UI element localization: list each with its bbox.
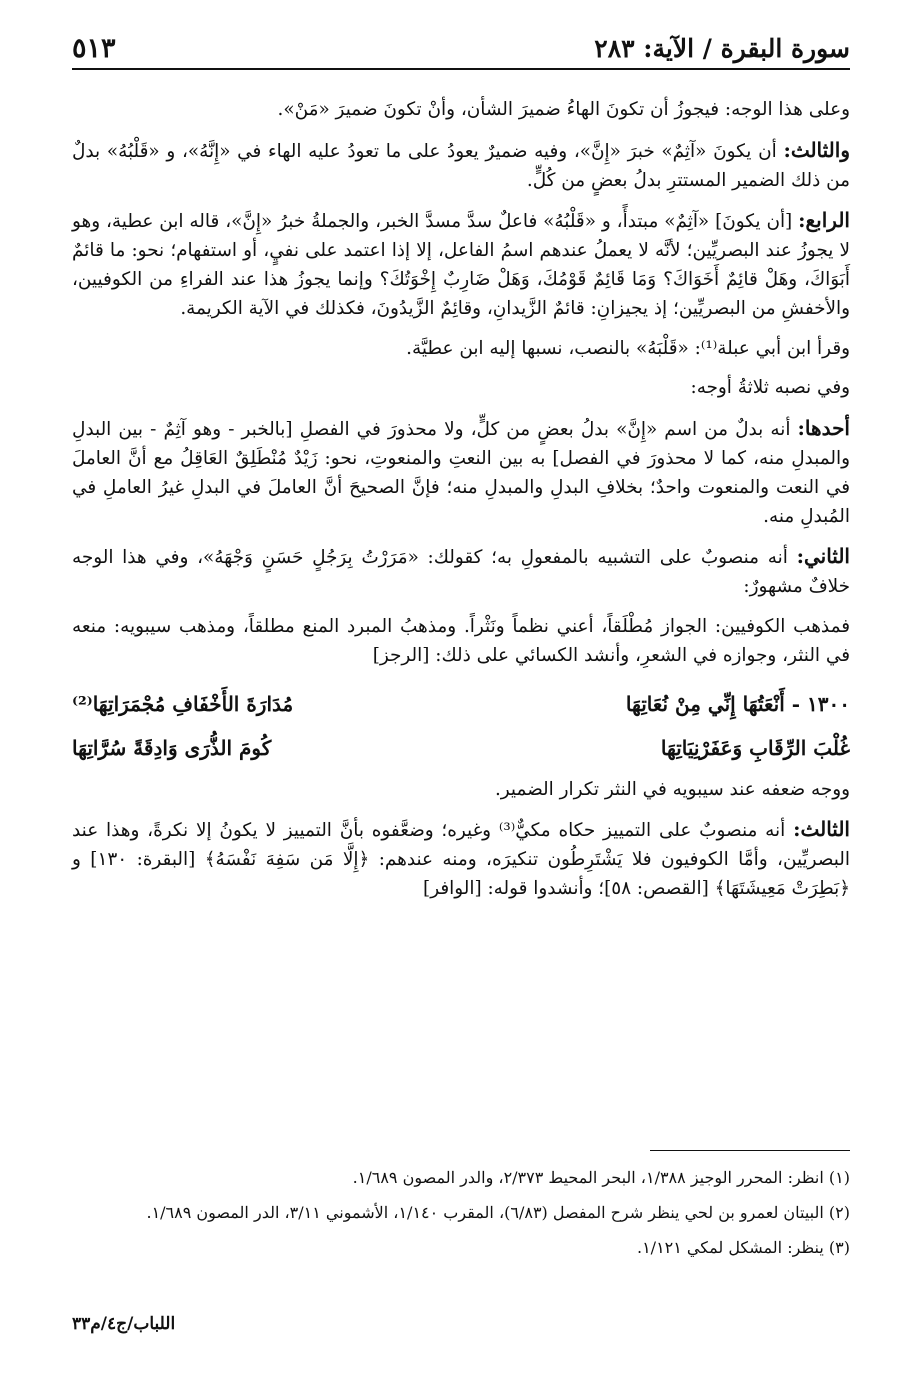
paragraph: أحدها: أنه بدلٌ من اسم «إِنَّ» بدلُ بعضٍ من كلٍّ، ولا محذورَ في الفصلِ [بالخبر - وهو آثِمٌ - بين البدلِ والمبدلِ منه، كما لا محذورَ في الفصل] به بين النعتِ والمنعوتِ، نحو: زَيْدٌ مُنْطَلِقٌ العَاقِلُ مع أنَّ العاملَ في النعت والمنعوت واحدٌ؛ بخلافِ البدلِ والمبدلِ منه؛ فإنَّ الصحيحَ أنَّ العاملَ في البدلِ غيرُ العاملِ في المُبدلِ منه.: [72, 416, 850, 527]
footnote: (١) انظر: المحرر الوجيز ١/٣٨٨، البحر المحيط ٢/٣٧٣، والدر المصون ١/٦٨٩.: [352, 1168, 850, 1187]
verse-second-hemistich: كُومَ الذُّرَى وَادِقَةً سُرَّاتِهَا: [72, 735, 272, 760]
surah-verse-reference: سورة البقرة / الآية: ٢٨٣: [594, 33, 850, 63]
verse-first-hemistich: ١٣٠٠ - أَنْعَتُهَا إِنِّي مِنْ نُعَاتِهَا: [625, 691, 850, 716]
paragraph: الرابع: [أن يكونَ] «آثِمٌ» مبتدأً، و «قَلْبُهُ» فاعلٌ سدَّ مسدَّ الخبر، والجملةُ خبرُ «إِنَّ»، قاله ابن عطية، وهو لا يجوزُ عند البصريِّين؛ لأنَّه لا يعملُ عندهم اسمُ الفاعل، إلا إذا اعتمد على نفيٍ، أو استفهام؛ نحو: ما قائمٌ أَبَوَاكَ، وهَلْ قائِمٌ أَخَوَاكَ؟ وَمَا قَائِمٌ قَوْمُكَ، وَهَلْ ضَارِبٌ إِخْوَتُكَ؟ وإنما يجوزُ هذا عند الفراءِ من الكوفيين، والأخفشِ من البصريِّين؛ إذ يجيزانِ: قائمٌ الزَّيدانِ، وقائِمٌ الزَّيدُونَ، فكذلك في الآية الكريمة.: [72, 208, 850, 319]
footnote: (٣) ينظر: المشكل لمكي ١/١٢١.: [636, 1238, 850, 1257]
paragraph: ووجه ضعفه عند سيبويه في النثر تكرار الضمير.: [494, 778, 850, 800]
paragraph: فمذهب الكوفيين: الجواز مُطْلَقاً، أعني نظماً ونَثْراً. ومذهبُ المبرد المنع مطلقاً، ومذهب سيبويه: منعه في النثر، وجوازه في الشعرِ، وأنشد الكسائي على ذلك: [الرجز]: [72, 615, 850, 666]
section-label: الثاني:: [796, 544, 850, 569]
main-text: [72, 96, 850, 915]
section-label: الرابع:: [798, 208, 850, 233]
poem: [72, 682, 850, 770]
paragraph: الثالث: أنه منصوبٌ على التمييز حكاه مكيٌّ⁽³⁾ وغيره؛ وضعَّفوه بأنَّ التمييز لا يكونُ إلا نكرةً، وهذا عند البصريِّين، وأمَّا الكوفيون فلا يَشْتَرِطُون تنكيرَه، ومنه عندهم: ﴿إِلَّا مَن سَفِهَ نَفْسَهُ﴾ [البقرة: ١٣٠] و ﴿بَطِرَتْ مَعِيشَتَهَا﴾ [القصص: ٥٨]؛ وأنشدوا قوله: [الوافر]: [72, 817, 850, 899]
paragraph: وقرأ ابن أبي عبلة⁽¹⁾: «قَلْبَهُ» بالنصب، نسبها إليه ابن عطيَّة.: [406, 337, 850, 359]
paragraph: والثالث: أن يكونَ «آثِمٌ» خبرَ «إِنَّ»، وفيه ضميرٌ يعودُ على ما تعودُ عليه الهاء في «إِنَّهُ»، و «قَلْبُهُ» بدلٌ من ذلك الضمير المستترِ بدلُ بعضٍ من كُلٍّ.: [72, 137, 850, 191]
section-label: والثالث:: [783, 137, 850, 162]
page-number: ٥١٣: [72, 32, 116, 64]
verse-line: [72, 682, 850, 726]
volume-signature: اللباب/ج٤/م٣٣: [72, 1314, 176, 1334]
paragraph: وفي نصبه ثلاثةُ أوجه:: [690, 377, 850, 399]
section-label: الثالث:: [793, 817, 850, 842]
footnote-divider: [650, 1150, 850, 1151]
section-label: أحدها:: [797, 416, 850, 441]
paragraph: وعلى هذا الوجه: فيجوزُ أن تكونَ الهاءُ ضميرَ الشأن، وأنْ تكونَ ضميرَ «مَنْ».: [277, 99, 850, 120]
footnote: (٢) البيتان لعمرو بن لحي ينظر شرح المفصل (٦/٨٣)، المقرب ١/١٤٠، الأشموني ٣/١١، الدر المصون ١/٦٨٩.: [146, 1203, 850, 1222]
footnotes: [72, 1164, 850, 1269]
paragraph: الثاني: أنه منصوبٌ على التشبيه بالمفعولِ به؛ كقولك: «مَرَرْتُ بِرَجُلٍ حَسَنٍ وَجْهَهُ»، وفي هذا الوجه خلافٌ مشهورٌ:: [72, 544, 850, 598]
verse-line: [72, 726, 850, 770]
verse-second-hemistich: مُدَارَةَ الأَخْفَافِ مُجْمَرَاتِهَا⁽²⁾: [72, 691, 294, 716]
page-header: [72, 28, 850, 70]
verse-first-hemistich: غُلْبَ الرِّقَابِ وَعَفَرْنِيَاتِهَا: [660, 735, 850, 760]
